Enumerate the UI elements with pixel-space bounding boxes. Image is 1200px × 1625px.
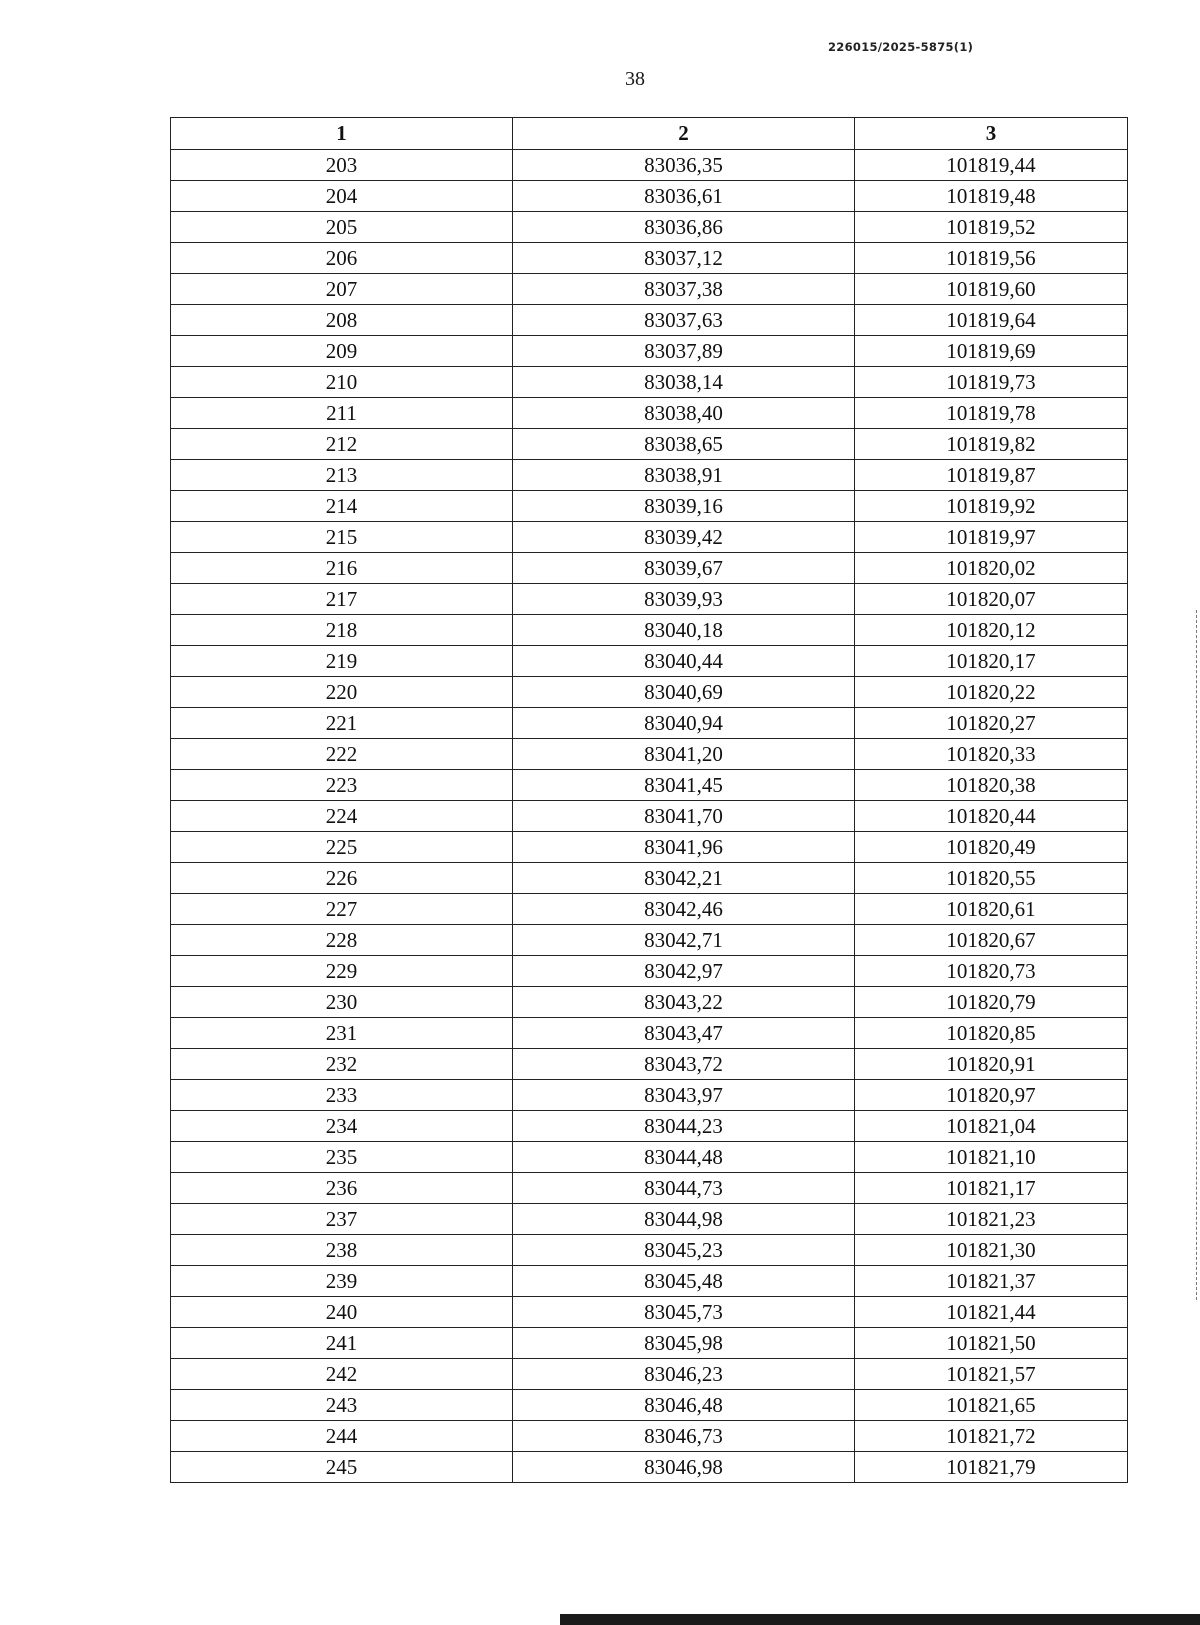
- point-number-cell: 235: [171, 1142, 513, 1173]
- table-row: [171, 770, 1128, 801]
- column-header-3: 3: [855, 118, 1128, 150]
- table-row: [171, 987, 1128, 1018]
- x-coordinate-cell: 83043,22: [513, 987, 855, 1018]
- y-coordinate-cell: 101819,44: [855, 150, 1128, 181]
- x-coordinate-cell: 83037,38: [513, 274, 855, 305]
- point-number-cell: 210: [171, 367, 513, 398]
- y-coordinate-cell: 101820,07: [855, 584, 1128, 615]
- x-coordinate-cell: 83039,42: [513, 522, 855, 553]
- x-coordinate-cell: 83044,48: [513, 1142, 855, 1173]
- table-header-row: [171, 118, 1128, 150]
- point-number-cell: 221: [171, 708, 513, 739]
- point-number-cell: 232: [171, 1049, 513, 1080]
- y-coordinate-cell: 101820,49: [855, 832, 1128, 863]
- table-row: [171, 1049, 1128, 1080]
- point-number-cell: 234: [171, 1111, 513, 1142]
- y-coordinate-cell: 101820,38: [855, 770, 1128, 801]
- table-row: [171, 1142, 1128, 1173]
- table-row: [171, 181, 1128, 212]
- x-coordinate-cell: 83043,72: [513, 1049, 855, 1080]
- point-number-cell: 229: [171, 956, 513, 987]
- y-coordinate-cell: 101821,57: [855, 1359, 1128, 1390]
- x-coordinate-cell: 83041,45: [513, 770, 855, 801]
- x-coordinate-cell: 83040,18: [513, 615, 855, 646]
- table-row: [171, 491, 1128, 522]
- table-row: [171, 150, 1128, 181]
- x-coordinate-cell: 83043,47: [513, 1018, 855, 1049]
- y-coordinate-cell: 101820,67: [855, 925, 1128, 956]
- column-header-1: 1: [171, 118, 513, 150]
- table-row: [171, 956, 1128, 987]
- point-number-cell: 233: [171, 1080, 513, 1111]
- y-coordinate-cell: 101820,17: [855, 646, 1128, 677]
- point-number-cell: 225: [171, 832, 513, 863]
- x-coordinate-cell: 83040,44: [513, 646, 855, 677]
- coordinates-table: [170, 117, 1128, 1483]
- x-coordinate-cell: 83042,46: [513, 894, 855, 925]
- table-row: [171, 1328, 1128, 1359]
- point-number-cell: 207: [171, 274, 513, 305]
- point-number-cell: 214: [171, 491, 513, 522]
- table-row: [171, 832, 1128, 863]
- y-coordinate-cell: 101820,22: [855, 677, 1128, 708]
- table-row: [171, 584, 1128, 615]
- table-row: [171, 1204, 1128, 1235]
- x-coordinate-cell: 83041,70: [513, 801, 855, 832]
- x-coordinate-cell: 83043,97: [513, 1080, 855, 1111]
- table-row: [171, 460, 1128, 491]
- x-coordinate-cell: 83046,48: [513, 1390, 855, 1421]
- point-number-cell: 217: [171, 584, 513, 615]
- point-number-cell: 230: [171, 987, 513, 1018]
- point-number-cell: 240: [171, 1297, 513, 1328]
- y-coordinate-cell: 101820,91: [855, 1049, 1128, 1080]
- x-coordinate-cell: 83037,89: [513, 336, 855, 367]
- point-number-cell: 218: [171, 615, 513, 646]
- point-number-cell: 212: [171, 429, 513, 460]
- x-coordinate-cell: 83044,23: [513, 1111, 855, 1142]
- table-row: [171, 1421, 1128, 1452]
- y-coordinate-cell: 101820,27: [855, 708, 1128, 739]
- point-number-cell: 239: [171, 1266, 513, 1297]
- y-coordinate-cell: 101820,02: [855, 553, 1128, 584]
- point-number-cell: 220: [171, 677, 513, 708]
- x-coordinate-cell: 83037,63: [513, 305, 855, 336]
- point-number-cell: 224: [171, 801, 513, 832]
- point-number-cell: 203: [171, 150, 513, 181]
- table-row: [171, 1266, 1128, 1297]
- table-row: [171, 1235, 1128, 1266]
- y-coordinate-cell: 101821,44: [855, 1297, 1128, 1328]
- y-coordinate-cell: 101819,52: [855, 212, 1128, 243]
- point-number-cell: 223: [171, 770, 513, 801]
- y-coordinate-cell: 101821,65: [855, 1390, 1128, 1421]
- table-row: [171, 553, 1128, 584]
- table-row: [171, 708, 1128, 739]
- table-row: [171, 522, 1128, 553]
- point-number-cell: 205: [171, 212, 513, 243]
- y-coordinate-cell: 101819,92: [855, 491, 1128, 522]
- table-row: [171, 336, 1128, 367]
- table-row: [171, 925, 1128, 956]
- point-number-cell: 206: [171, 243, 513, 274]
- y-coordinate-cell: 101821,23: [855, 1204, 1128, 1235]
- x-coordinate-cell: 83041,20: [513, 739, 855, 770]
- table-row: [171, 367, 1128, 398]
- x-coordinate-cell: 83039,93: [513, 584, 855, 615]
- table-row: [171, 1452, 1128, 1483]
- x-coordinate-cell: 83046,98: [513, 1452, 855, 1483]
- point-number-cell: 209: [171, 336, 513, 367]
- table-row: [171, 863, 1128, 894]
- y-coordinate-cell: 101821,79: [855, 1452, 1128, 1483]
- table-row: [171, 1018, 1128, 1049]
- x-coordinate-cell: 83037,12: [513, 243, 855, 274]
- point-number-cell: 211: [171, 398, 513, 429]
- y-coordinate-cell: 101819,64: [855, 305, 1128, 336]
- point-number-cell: 236: [171, 1173, 513, 1204]
- x-coordinate-cell: 83045,23: [513, 1235, 855, 1266]
- table-row: [171, 1297, 1128, 1328]
- x-coordinate-cell: 83045,98: [513, 1328, 855, 1359]
- x-coordinate-cell: 83038,40: [513, 398, 855, 429]
- table-row: [171, 615, 1128, 646]
- y-coordinate-cell: 101821,37: [855, 1266, 1128, 1297]
- table-row: [171, 212, 1128, 243]
- y-coordinate-cell: 101820,85: [855, 1018, 1128, 1049]
- y-coordinate-cell: 101819,87: [855, 460, 1128, 491]
- y-coordinate-cell: 101821,72: [855, 1421, 1128, 1452]
- x-coordinate-cell: 83045,48: [513, 1266, 855, 1297]
- table-row: [171, 398, 1128, 429]
- x-coordinate-cell: 83036,86: [513, 212, 855, 243]
- y-coordinate-cell: 101820,12: [855, 615, 1128, 646]
- table-row: [171, 646, 1128, 677]
- point-number-cell: 228: [171, 925, 513, 956]
- y-coordinate-cell: 101819,78: [855, 398, 1128, 429]
- scan-edge-mark: [1196, 610, 1199, 1300]
- column-header-2: 2: [513, 118, 855, 150]
- x-coordinate-cell: 83040,69: [513, 677, 855, 708]
- y-coordinate-cell: 101819,69: [855, 336, 1128, 367]
- y-coordinate-cell: 101821,50: [855, 1328, 1128, 1359]
- document-id: 226015/2025-5875(1): [828, 40, 974, 54]
- y-coordinate-cell: 101821,30: [855, 1235, 1128, 1266]
- point-number-cell: 208: [171, 305, 513, 336]
- y-coordinate-cell: 101821,10: [855, 1142, 1128, 1173]
- table-row: [171, 429, 1128, 460]
- point-number-cell: 213: [171, 460, 513, 491]
- y-coordinate-cell: 101820,61: [855, 894, 1128, 925]
- point-number-cell: 242: [171, 1359, 513, 1390]
- point-number-cell: 231: [171, 1018, 513, 1049]
- y-coordinate-cell: 101820,73: [855, 956, 1128, 987]
- x-coordinate-cell: 83045,73: [513, 1297, 855, 1328]
- x-coordinate-cell: 83042,21: [513, 863, 855, 894]
- x-coordinate-cell: 83040,94: [513, 708, 855, 739]
- table-row: [171, 1111, 1128, 1142]
- x-coordinate-cell: 83039,67: [513, 553, 855, 584]
- x-coordinate-cell: 83039,16: [513, 491, 855, 522]
- x-coordinate-cell: 83041,96: [513, 832, 855, 863]
- x-coordinate-cell: 83046,23: [513, 1359, 855, 1390]
- point-number-cell: 237: [171, 1204, 513, 1235]
- x-coordinate-cell: 83036,35: [513, 150, 855, 181]
- y-coordinate-cell: 101821,04: [855, 1111, 1128, 1142]
- table-row: [171, 243, 1128, 274]
- table-row: [171, 1080, 1128, 1111]
- y-coordinate-cell: 101819,60: [855, 274, 1128, 305]
- point-number-cell: 215: [171, 522, 513, 553]
- x-coordinate-cell: 83036,61: [513, 181, 855, 212]
- table-row: [171, 305, 1128, 336]
- table-row: [171, 739, 1128, 770]
- point-number-cell: 245: [171, 1452, 513, 1483]
- y-coordinate-cell: 101819,56: [855, 243, 1128, 274]
- y-coordinate-cell: 101820,44: [855, 801, 1128, 832]
- point-number-cell: 204: [171, 181, 513, 212]
- x-coordinate-cell: 83038,91: [513, 460, 855, 491]
- y-coordinate-cell: 101819,73: [855, 367, 1128, 398]
- page-number: 38: [625, 68, 645, 90]
- y-coordinate-cell: 101820,55: [855, 863, 1128, 894]
- y-coordinate-cell: 101820,79: [855, 987, 1128, 1018]
- x-coordinate-cell: 83044,73: [513, 1173, 855, 1204]
- y-coordinate-cell: 101820,97: [855, 1080, 1128, 1111]
- table-row: [171, 274, 1128, 305]
- x-coordinate-cell: 83042,71: [513, 925, 855, 956]
- table-body: [171, 150, 1128, 1483]
- x-coordinate-cell: 83042,97: [513, 956, 855, 987]
- table-row: [171, 677, 1128, 708]
- point-number-cell: 216: [171, 553, 513, 584]
- point-number-cell: 227: [171, 894, 513, 925]
- table-row: [171, 1390, 1128, 1421]
- table-row: [171, 801, 1128, 832]
- y-coordinate-cell: 101820,33: [855, 739, 1128, 770]
- point-number-cell: 244: [171, 1421, 513, 1452]
- y-coordinate-cell: 101821,17: [855, 1173, 1128, 1204]
- y-coordinate-cell: 101819,97: [855, 522, 1128, 553]
- x-coordinate-cell: 83038,65: [513, 429, 855, 460]
- point-number-cell: 219: [171, 646, 513, 677]
- table-row: [171, 1359, 1128, 1390]
- table-row: [171, 894, 1128, 925]
- scan-bottom-bar: [560, 1614, 1200, 1625]
- y-coordinate-cell: 101819,82: [855, 429, 1128, 460]
- point-number-cell: 241: [171, 1328, 513, 1359]
- x-coordinate-cell: 83038,14: [513, 367, 855, 398]
- point-number-cell: 243: [171, 1390, 513, 1421]
- point-number-cell: 226: [171, 863, 513, 894]
- point-number-cell: 238: [171, 1235, 513, 1266]
- y-coordinate-cell: 101819,48: [855, 181, 1128, 212]
- table-row: [171, 1173, 1128, 1204]
- x-coordinate-cell: 83044,98: [513, 1204, 855, 1235]
- point-number-cell: 222: [171, 739, 513, 770]
- x-coordinate-cell: 83046,73: [513, 1421, 855, 1452]
